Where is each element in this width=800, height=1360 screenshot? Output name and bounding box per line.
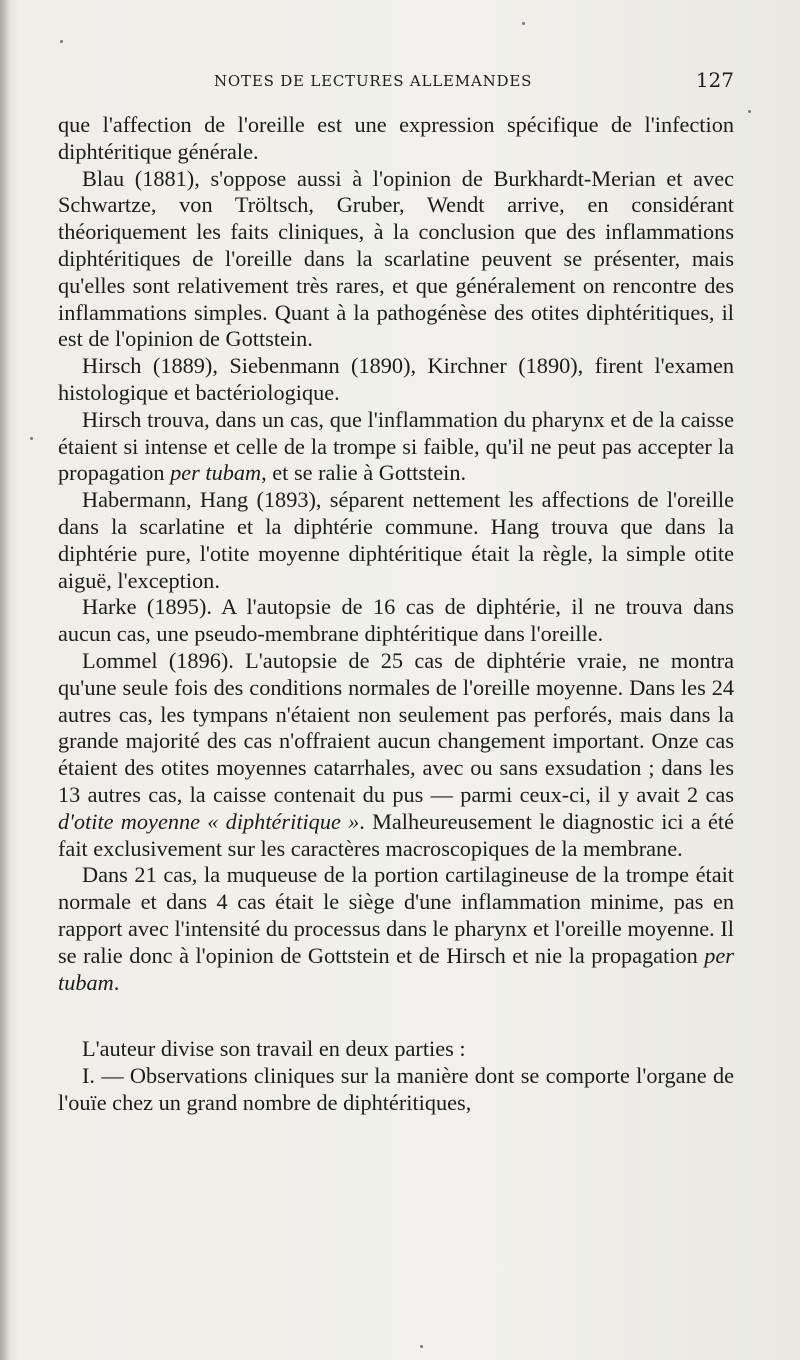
page-number: 127 xyxy=(695,68,734,92)
paragraph-hirsch-siebenmann: Hirsch (1889), Siebenmann (1890), Kirchner (1890), firent l'examen histologique et bactériologique. xyxy=(58,353,734,405)
page-header xyxy=(62,66,742,96)
text-segment: . xyxy=(113,969,120,995)
page-body xyxy=(58,112,734,1117)
text-segment: Hirsch trouva, dans un cas, que l'inflammation du pharynx et de la caisse étaient si intense et celle de la trompe si faible, qu'il ne peut pas accepter la propagation xyxy=(58,406,734,486)
paper-speck xyxy=(30,437,33,440)
paper-speck xyxy=(60,40,63,43)
page-gutter-shadow xyxy=(0,0,10,1360)
text-segment: , et se ralie à Gottstein. xyxy=(261,460,467,486)
italic-otite-moyenne: d'otite moyenne « diphtéritique » xyxy=(58,808,360,834)
paragraph-continuation: que l'affection de l'oreille est une expression spécifique de l'infection diphtéritique générale. xyxy=(58,112,734,164)
paragraph-hirsch xyxy=(58,407,734,487)
paragraph-blau: Blau (1881), s'oppose aussi à l'opinion de Burkhardt-Merian et avec Schwartze, von Tröltsch, Gruber, Wendt arrive, en considérant théoriquement les faits cliniques, à la conclusion que des inflammations diphtéritiques de l'oreille dans la scarlatine peuvent se présenter, mais qu'elles sont relativement très rares, et que généralement on rencontre des inflammations simples. Quant à la pathogénèse des otites diphtéritiques, il est de l'opinion de Gottstein. xyxy=(58,165,734,352)
text-segment: . Malheureusement le diagnostic ici a été fait exclusivement sur les caractères macroscopiques de la membrane. xyxy=(58,808,734,861)
italic-per-tubam: per tubam xyxy=(170,460,262,486)
text-segment: Dans 21 cas, la muqueuse de la portion cartilagineuse de la trompe était normale et dans 4 cas était le siège d'une inflammation minime, pas en rapport avec l'intensité du processus dans le pharynx et l'oreille moyenne. Il se ralie donc à l'opinion de Gottstein et de Hirsch et nie la propagation xyxy=(58,862,734,968)
italic-per-tubam: per tubam xyxy=(58,942,734,995)
paper-speck xyxy=(420,1345,423,1348)
paper-speck xyxy=(522,22,525,25)
paragraph-harke: Harke (1895). A l'autopsie de 16 cas de diphtérie, il ne trouva dans aucun cas, une pseudo-membrane diphtéritique dans l'oreille. xyxy=(58,594,734,647)
running-head: NOTES DE LECTURES ALLEMANDES xyxy=(214,72,533,90)
paragraph-trompe xyxy=(58,862,734,996)
text-segment: Lommel (1896). L'autopsie de 25 cas de diphtérie vraie, ne montra qu'une seule fois des conditions normales de l'oreille moyenne. Dans les 24 autres cas, les tympans n'étaient non seulement pas perforés, mais dans la grande majorité des cas n'offraient aucun changement important. Onze cas étaient des otites moyennes catarrhales, avec ou sans exsudation ; dans les 13 autres cas, la caisse contenait du pus — parmi ceux-ci, il y avait 2 cas xyxy=(58,647,734,807)
paper-speck xyxy=(748,110,751,113)
paragraph-habermann: Habermann, Hang (1893), séparent nettement les affections de l'oreille dans la scarlatine et la diphtérie commune. Hang trouva que dans la diphtérie pure, l'otite moyenne diphtéritique était la règle, la simple otite aiguë, l'exception. xyxy=(58,487,734,593)
paragraph-lommel xyxy=(58,648,734,862)
paragraph-observations: I. — Observations cliniques sur la manière dont se comporte l'organe de l'ouïe chez un grand nombre de diphtéritiques, xyxy=(58,1063,734,1115)
paragraph-auteur-divise: L'auteur divise son travail en deux parties : xyxy=(82,1036,466,1062)
